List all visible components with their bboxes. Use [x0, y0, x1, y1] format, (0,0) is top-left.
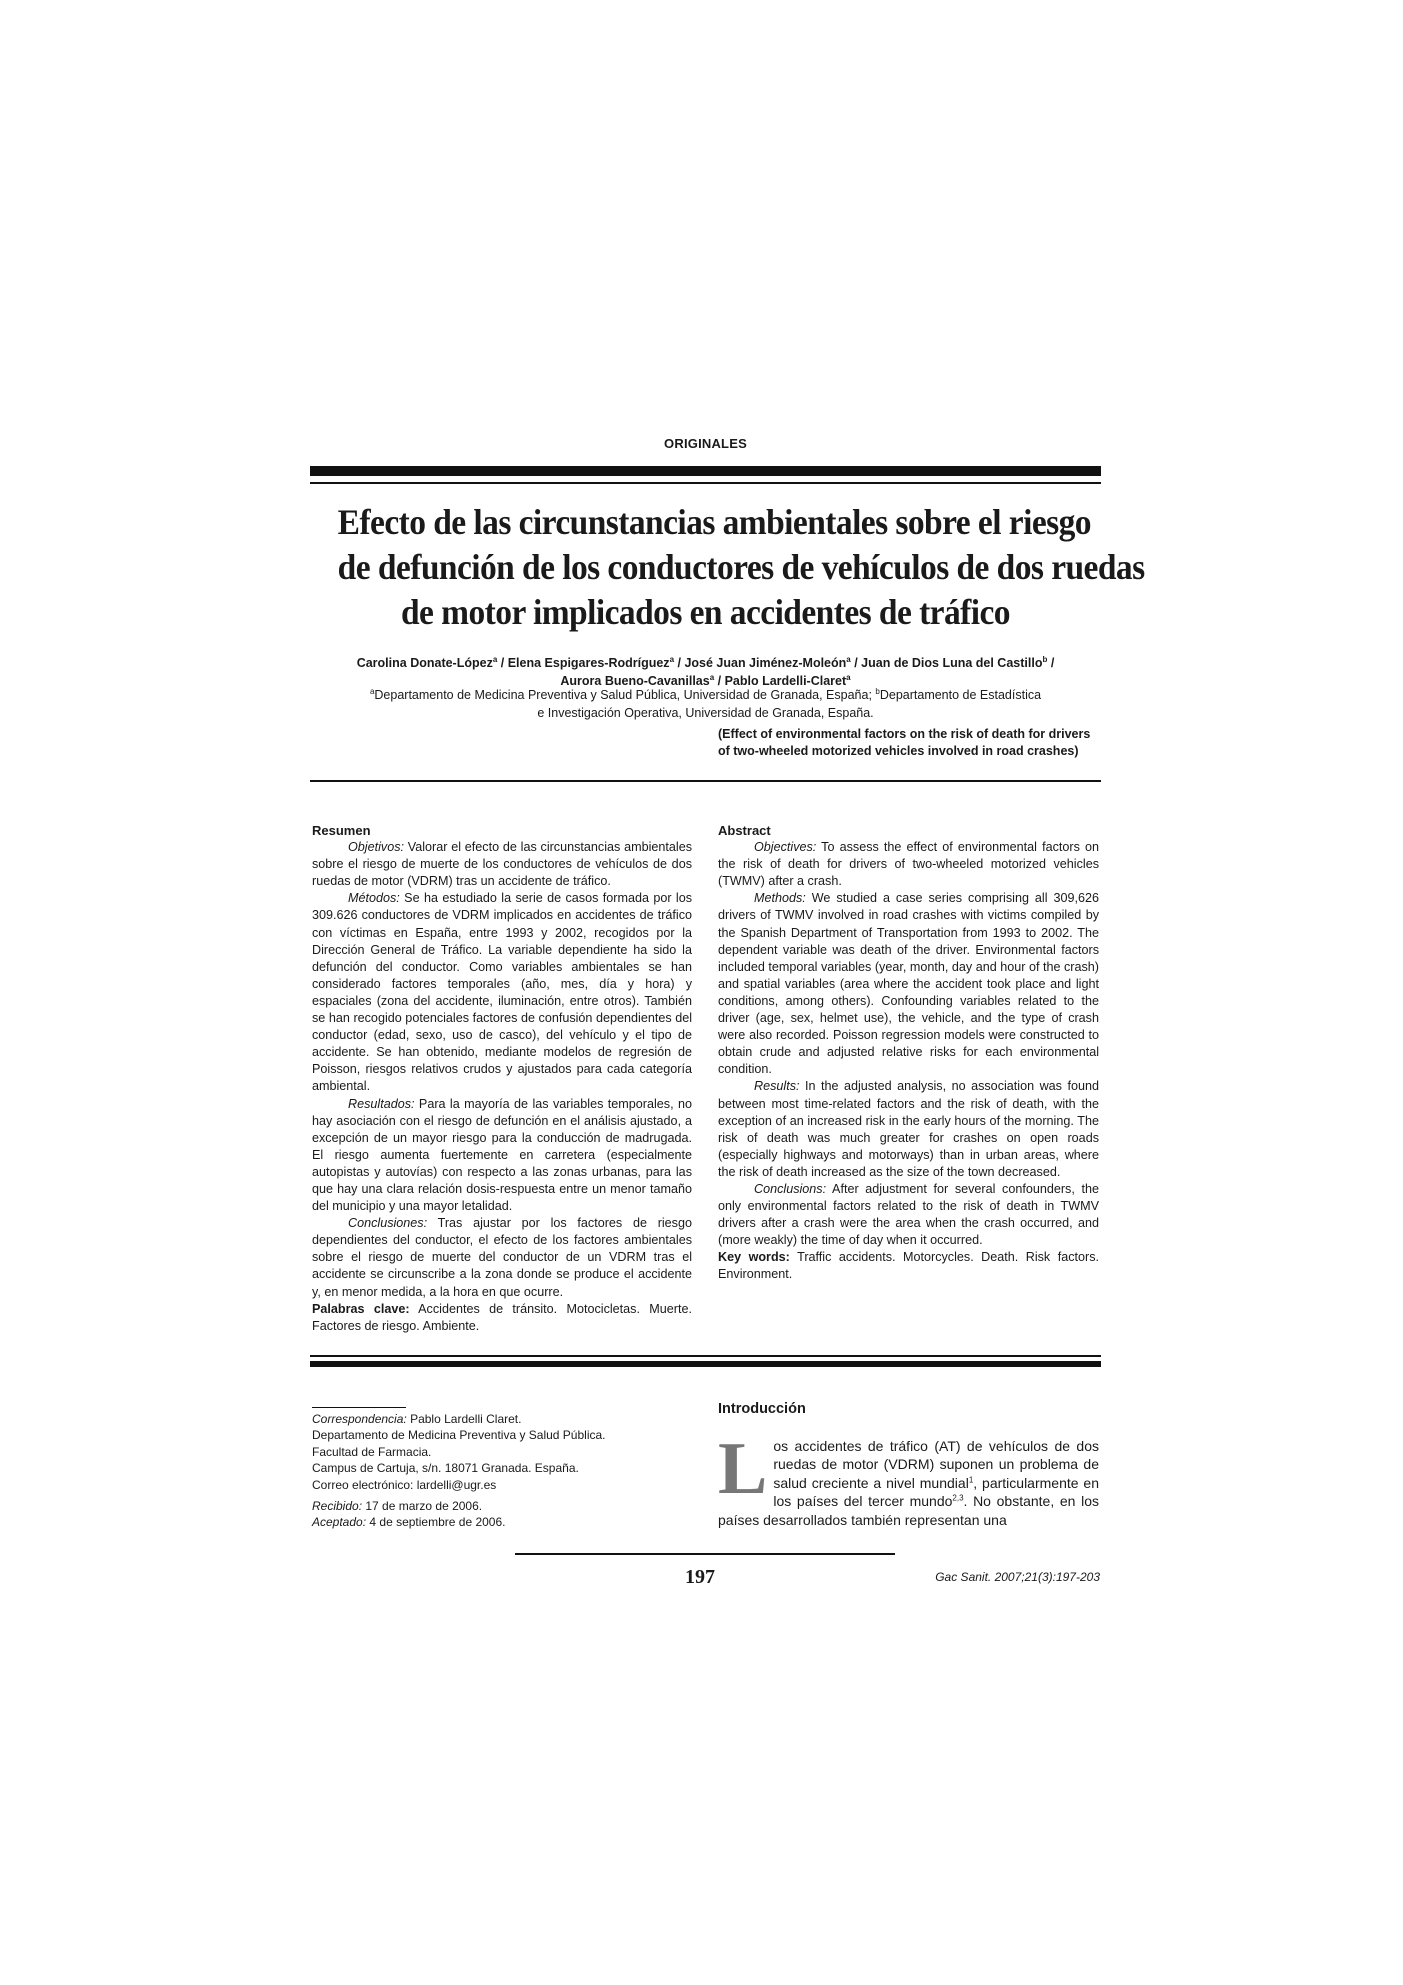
resumen-resultados: Resultados: Para la mayoría de las variables temporales, no hay asociación con el riesgo de defunción en el análisis ajustado, a excepción de un mayor riesgo para la conducción de madrugada. El riesgo aumenta fuertemente en carretera (especialmente autopistas y autovías) con respecto a las zonas urbanas, para las que hay una clara relación dosis-respuesta entre un menor tamaño del municipio y una mayor letalidad. [312, 1096, 692, 1214]
section-label: ORIGINALES [664, 436, 747, 451]
footnote-rule [312, 1407, 406, 1408]
intro-column [718, 1400, 1099, 1530]
abstract-methods: Methods: We studied a case series comprising all 309,626 drivers of TWMV involved in road crashes with victims compiled by the Spanish Department of Transportation from 1993 to 2002. The dependent variable was death of the driver. Environmental factors included temporal variables (year, month, day and hour of the crash) and spatial variables (area where the accident took place and light conditions, among others). Confounding variables related to the driver (age, sex, helmet use), the vehicle, and the type of crash were also recorded. Poisson regression models were constructed to obtain crude and adjusted relative risks for each environmental condition. [718, 891, 1099, 1077]
intro-paragraph: Los accidentes de tráfico (AT) de vehículos de dos ruedas de motor (VDRM) suponen un problema de salud creciente a nivel mundial$^1$, particularmente en los países del tercer mundo$^{2,3}$. No obstante, en los países desarrollados también representan una [718, 1427, 1099, 1528]
abstract-results: Results: In the adjusted analysis, no association was found between most time-related factors and the risk of death, with the exception of an increased risk in the early hours of the morning. The risk of death was much greater for crashes on open roads (especially highways and motorways) than in urban areas, where the risk of death increased as the size of the town decreased. [718, 1079, 1099, 1179]
author-name: Carolina Donate-López [356, 656, 493, 670]
title-line: Efecto de las circunstancias ambientales sobre el riesgo [337, 502, 1091, 542]
resumen-metodos: Métodos: Se ha estudiado la serie de casos formada por los 309.626 conductores de VDRM implicados en accidentes de tráfico con víctimas en España, entre 1993 y 2002, recogidos por la Dirección General de Tráfico. La variable dependiente ha sido la defunción del conductor. Como variables ambientales se han considerado factores temporales (año, mes, día y hora) y espaciales (zona del accidente, iluminación, entre otros). También se han recogido potenciales factores de confusión dependientes del conductor (edad, sexo, uso de casco), del vehículo y el tipo de accidente. Se han obtenido, mediante modelos de regresión de Poisson, riesgos relativos crudos y ajustados para cada categoría ambiental. [312, 891, 692, 1094]
resumen-conclusiones: Conclusiones: Tras ajustar por los factores de riesgo dependientes del conductor, el efecto de los factores ambientales sobre el riesgo de muerte del conductor de un VDRM tras el accidente se circunscribe a la zona donde se produce el accidente y, en menor medida, a la hora en que ocurre. [312, 1216, 692, 1299]
abstract-top-rule [310, 780, 1101, 782]
abstract-bottom-rule-thin [310, 1355, 1101, 1357]
affiliations: $^a$Departamento de Medicina Preventiva y Salud Pública, Universidad de Granada, España; $^b$Departamento de Estadística e Investigación Operativa, Universidad de Granada, España. [369, 686, 1042, 720]
author-list: Carolina Donate-López$^a$ / Elena Espigares-Rodríguez$^a$ / José Juan Jiménez-Moleón$^a$ / Juan de Dios Luna del Castillo$^b$ / Aurora Bueno-Cavanillas$^a$ / Pablo Lardelli-Claret$^a$ [356, 654, 1055, 688]
abstract-keywords: Key words: Traffic accidents. Motorcycles. Death. Risk factors. Environment. [718, 1250, 1099, 1282]
top-rule [310, 466, 1101, 476]
english-title: (Effect of environmental factors on the risk of death for drivers of two-wheeled motorized vehicles involved in road crashes) [718, 727, 1091, 758]
abstract-objectives: Objectives: To assess the effect of environmental factors on the risk of death for drivers of two-wheeled motorized vehicles (TWMV) after a crash. [718, 840, 1099, 889]
journal-reference: Gac Sanit. 2007;21(3):197-203 [935, 1570, 1100, 1584]
title-line: de motor implicados en accidentes de tráfico [400, 592, 1010, 632]
author-name: Elena Espigares-Rodríguez [507, 656, 670, 670]
page-number: 197 [685, 1566, 715, 1588]
resumen-heading: Resumen [312, 823, 371, 838]
footer-rule [515, 1553, 895, 1555]
correspondence-block: Correspondencia: Pablo Lardelli Claret. Departamento de Medicina Preventiva y Salud Pública. Facultad de Farmacia. Campus de Cartuja, s/n. 18071 Granada. España. Correo electrónico: lardelli@ugr.es Recibido: 17 de marzo de 2006. Aceptado: 4 de septiembre de 2006. [312, 1412, 606, 1530]
resumen-keywords: Palabras clave: Accidentes de tránsito. Motocicletas. Muerte. Factores de riesgo. Ambiente. [312, 1301, 692, 1333]
abstract-heading: Abstract [718, 823, 771, 838]
abstract-bottom-rule [310, 1361, 1101, 1367]
author-name: Pablo Lardelli-Claret [724, 674, 847, 688]
resumen-objetivos: Objetivos: Valorar el efecto de las circunstancias ambientales sobre el riesgo de muerte de los conductores de vehículos de dos ruedas de motor (VDRM) tras un accidente de tráfico. [312, 840, 692, 889]
intro-heading: Introducción [718, 1401, 806, 1417]
author-name: Aurora Bueno-Cavanillas [560, 674, 710, 688]
author-name: José Juan Jiménez-Moleón [684, 656, 847, 670]
drop-cap: L [718, 1427, 768, 1510]
abstract-conclusions: Conclusions: After adjustment for several confounders, the only environmental factors related to the risk of death in TWMV drivers after a crash were the area when the crash occurred, and (more weakly) the time of day when it occurred. [718, 1181, 1099, 1248]
title-line: de defunción de los conductores de vehículos de dos ruedas [337, 547, 1145, 587]
article-title [337, 500, 1145, 635]
author-name: Juan de Dios Luna del Castillo [861, 656, 1043, 670]
resumen-column [312, 822, 692, 1335]
top-rule-thin [310, 482, 1101, 484]
abstract-column [718, 822, 1099, 1284]
